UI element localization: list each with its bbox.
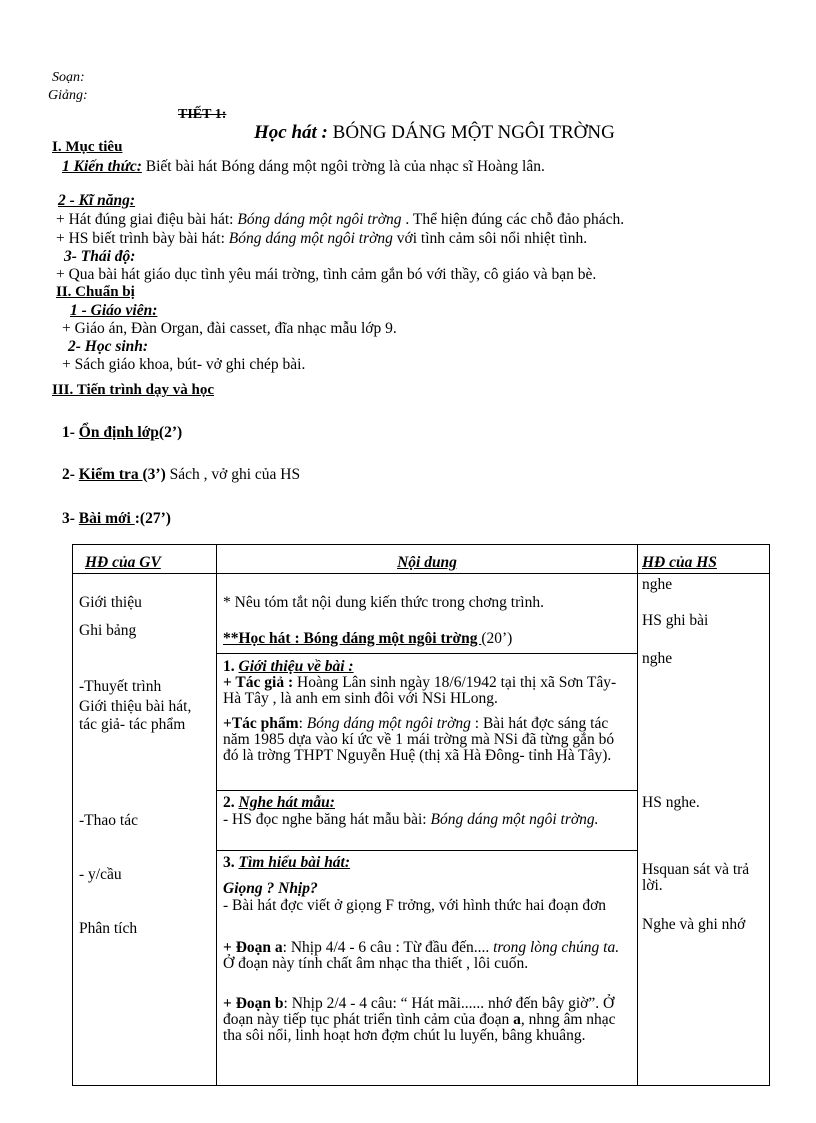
hs-quan-sat: Hsquan sát và trả lời.: [642, 861, 750, 894]
hs-nghe: HS nghe.: [642, 794, 700, 811]
giang-label: Giảng:: [48, 88, 88, 103]
content-doan-b: + Đoạn b: Nhịp 2/4 - 4 câu: “ Hát mãi...... nhớ đến bây giờ”. Ở đoạn này tiếp tục phát triển tình cảm của đoạn a, nhng âm nhạc tha sôi nổi, linh hoạt hơn đợm chút lu luyến, bâng khuâng.: [223, 995, 616, 1044]
header-noi-dung: Nội dung: [217, 545, 638, 574]
hs-nghe-1: nghe: [642, 576, 673, 593]
section-chuan-bi: II. Chuẩn bị: [56, 284, 135, 300]
gv-gioi-thieu-bai-hat: Giới thiệu bài hát,: [79, 698, 192, 715]
gv-ghi-bang: Ghi bảng: [79, 622, 137, 639]
ki-nang-label: 2 - Kĩ năng:: [58, 192, 136, 209]
on-dinh-lop: 1- Ổn định lớp(2’): [62, 424, 183, 441]
content-p2-text: - HS đọc nghe băng hát mẫu bài: Bóng dáng một ngôi trờng.: [223, 811, 599, 828]
gv-column: [73, 574, 217, 1086]
content-tac-pham: +Tác phẩm: Bóng dáng một ngôi trờng : Bài hát đợc sáng tác năm 1985 dựa vào kí ức về 1 mái trờng mà NSi đã từng gắn bó đó là trờng THPT Nguyễn Huệ (thị xã Hà Đông- tỉnh Hà Tây).: [223, 715, 615, 764]
kien-thuc-text: Biết bài hát Bóng dáng một ngôi trờng là của nhạc sĩ Hoàng lân.: [141, 158, 545, 175]
content-giong-text: - Bài hát đợc viết ở giọng F trởng, với hình thức hai đoạn đơn: [223, 897, 607, 914]
header-gv: HĐ của GV: [73, 545, 217, 574]
soan-label: Soạn:: [52, 70, 85, 85]
kiem-tra: 2- Kiểm tra (3’) Sách , vở ghi của HS: [62, 466, 301, 483]
content-doan-a: + Đoạn a: Nhịp 4/4 - 6 câu : Từ đầu đến.... trong lòng chúng ta. Ở đoạn này tính chất âm nhạc tha thiết , lôi cuốn.: [223, 939, 620, 972]
hs-nghe-2: nghe: [642, 650, 673, 667]
content-p2-heading: 2. Nghe hát mẫu:: [223, 794, 335, 811]
gv-thao-tac: -Thao tác: [79, 812, 138, 829]
content-column: [217, 574, 638, 1086]
hs-nghe-ghi-nho: Nghe và ghi nhớ: [642, 916, 746, 933]
gv-thuyet-trinh: -Thuyết trình: [79, 678, 162, 695]
table-header-row: [73, 545, 770, 574]
gv-phan-tich: Phân tích: [79, 920, 138, 937]
gv-ycau: - y/cầu: [79, 866, 122, 883]
lesson-number: TIẾT 1:: [178, 107, 227, 122]
hoc-sinh-label: 2- Học sinh:: [68, 338, 149, 355]
gv-tac-gia: tác giả- tác phẩm: [79, 716, 186, 733]
kien-thuc-label: 1 Kiến thức:: [62, 158, 142, 175]
thai-do-label: 3- Thái độ:: [64, 248, 136, 265]
section-tien-trinh: III. Tiến trình dạy và học: [52, 382, 214, 398]
bai-moi: 3- Bài mới :(27’): [62, 510, 171, 527]
ki-nang-line-2: + HS biết trình bày bài hát: Bóng dáng một ngôi trờng với tình cảm sôi nổi nhiệt tình.: [56, 230, 588, 247]
kien-thuc-line: [62, 158, 545, 176]
content-hoc-hat-heading: **Học hát : Bóng dáng một ngôi trờng (20’): [223, 630, 513, 647]
title-prefix: Học hát :: [254, 122, 328, 143]
content-p1-heading: 1. Giới thiệu về bài :: [223, 658, 354, 675]
gv-gioi-thieu: Giới thiệu: [79, 594, 142, 611]
table-body-row: [73, 574, 770, 1086]
content-giong-nhip: Giọng ? Nhịp?: [223, 880, 318, 897]
lesson-title: [254, 122, 615, 144]
ki-nang-line-1: + Hát đúng giai điệu bài hát: Bóng dáng một ngôi trờng . Thể hiện đúng các chỗ đảo phách.: [56, 211, 625, 228]
content-p3-heading: 3. Tìm hiểu bài hát:: [223, 854, 351, 871]
header-hs: HĐ của HS: [638, 545, 770, 574]
content-neu-tom-tat: * Nêu tóm tắt nội dung kiến thức trong chơng trình.: [223, 594, 544, 611]
hoc-sinh-text: + Sách giáo khoa, bút- vở ghi chép bài.: [62, 356, 306, 373]
giao-vien-text: + Giáo án, Đàn Organ, đài casset, đĩa nhạc mẫu lớp 9.: [62, 320, 397, 337]
title-song: BÓNG DÁNG MỘT NGÔI TRỜNG: [332, 122, 615, 143]
content-tac-gia: + Tác giả : Hoàng Lân sinh ngày 18/6/1942 tại thị xã Sơn Tây- Hà Tây , là anh em sinh đôi với NSi HLong.: [223, 674, 617, 707]
giao-vien-label: 1 - Giáo viên:: [70, 302, 158, 319]
hs-column: [638, 574, 770, 1086]
section-muc-tieu: I. Mục tiêu: [52, 139, 123, 155]
thai-do-text: + Qua bài hát giáo dục tình yêu mái trờng, tình cảm gắn bó với thầy, cô giáo và bạn bè.: [56, 266, 597, 283]
lesson-table: [72, 544, 770, 1086]
hs-ghi-bai: HS ghi bài: [642, 612, 709, 629]
